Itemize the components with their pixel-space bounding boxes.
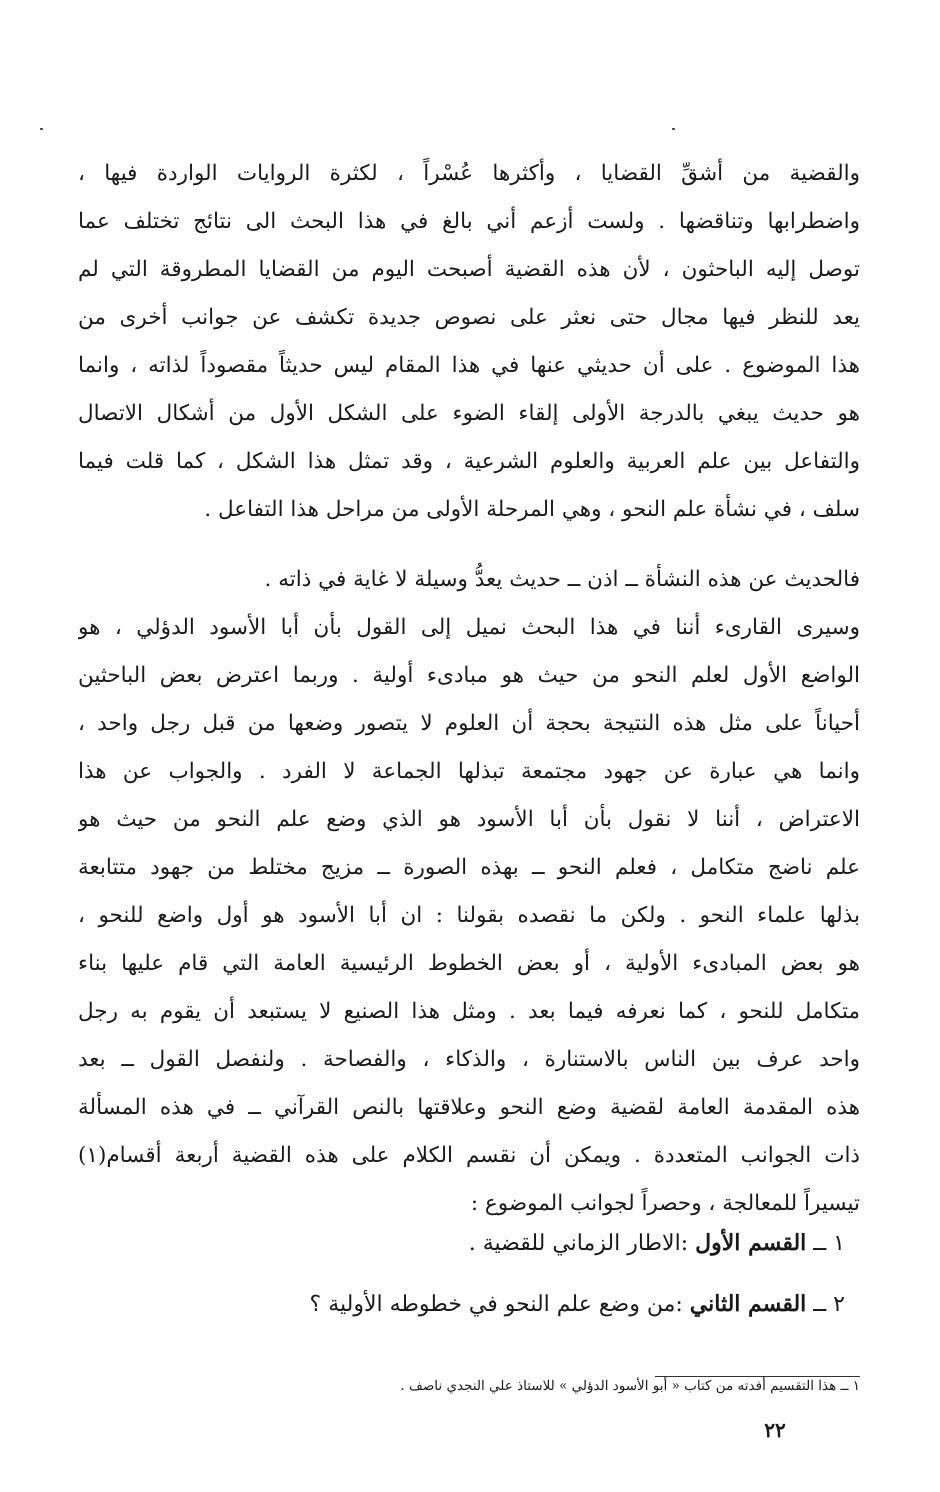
footnote-divider xyxy=(655,1376,860,1377)
text-line: سلف ، في نشأة علم النحو ، وهي المرحلة الأولى من مراحل هذا التفاعل . xyxy=(204,497,860,522)
paragraph-2 xyxy=(78,556,860,1228)
text-line: أحياناً على مثل هذه النتيجة بحجة أن العلوم لا يتصور وضعها من قبل رجل واحد ، xyxy=(78,711,860,736)
text-line: علم ناضج متكامل ، فعلم النحو ــ بهذه الصورة ــ مزيج مختلط من جهود متتابعة xyxy=(78,855,860,880)
text-line: والقضية من أشقِّ القضايا ، وأكثرها عُسْراً ، لكثرة الروايات الواردة فيها ، xyxy=(78,161,860,186)
text-line: الواضع الأول لعلم النحو من حيث هو مبادىء أولية . وربما اعترض بعض الباحثين xyxy=(78,663,860,688)
text-line: وانما هي عبارة عن جهود مجتمعة تبذلها الجماعة لا الفرد . والجواب عن هذا xyxy=(78,759,860,784)
section-number: ٢ ــ xyxy=(813,1292,845,1317)
scan-speck xyxy=(40,128,43,130)
text-line: واضطرابها وتناقضها . ولست أزعم أني بالغ في هذا البحث الى نتائج تختلف عما xyxy=(78,209,860,234)
text-line: هذه المقدمة العامة لقضية وضع النحو وعلاقتها بالنص القرآني ــ في هذه المسألة xyxy=(78,1095,860,1120)
text-line: هو حديث يبغي بالدرجة الأولى إلقاء الضوء على الشكل الأول من أشكال الاتصال xyxy=(78,401,860,426)
text-line: هو بعض المبادىء الأولية ، أو بعض الخطوط الرئيسية العامة التي قام عليها بناء xyxy=(78,951,860,976)
section-item-2 xyxy=(310,1291,845,1317)
text-line: يعد للنظر فيها مجال حتى نعثر على نصوص جديدة تكشف عن جوانب أخرى من xyxy=(78,305,860,330)
text-line: بذلها علماء النحو . ولكن ما نقصده بقولنا : ان أبا الأسود هو أول واضع للنحو ، xyxy=(78,903,860,928)
text-line: الاعتراض ، أننا لا نقول بأن أبا الأسود هو الذي وضع علم النحو من حيث هو xyxy=(78,807,860,832)
text-line: ذات الجوانب المتعددة . ويمكن أن نقسم الكلام على هذه القضية أربعة أقسام(١) xyxy=(78,1143,860,1168)
section-item-1 xyxy=(469,1230,845,1256)
footnote: ١ ــ هذا التقسيم أفدته من كتاب « أبو الأسود الدؤلي » للاستاذ علي النجدي ناصف . xyxy=(400,1378,860,1394)
section-number: ١ ــ xyxy=(813,1231,845,1256)
section-label: القسم الثاني xyxy=(689,1291,807,1317)
paragraph-1 xyxy=(78,150,860,534)
text-line: فالحديث عن هذه النشأة ــ اذن ــ حديث يعدُّ وسيلة لا غاية في ذاته . xyxy=(264,567,860,592)
scan-speck xyxy=(672,128,675,130)
text-line: متكامل للنحو ، كما نعرفه فيما بعد . ومثل هذا الصنيع لا يستبعد أن يقوم به رجل xyxy=(78,999,860,1024)
section-text: :من وضع علم النحو في خطوطه الأولية ؟ xyxy=(309,1292,683,1317)
text-line: والتفاعل بين علم العربية والعلوم الشرعية ، وقد تمثل هذا الشكل ، كما قلت فيما xyxy=(78,449,860,474)
section-label: القسم الأول xyxy=(695,1230,807,1256)
text-line: تيسيراً للمعالجة ، وحصراً لجوانب الموضوع : xyxy=(470,1191,860,1216)
text-line: هذا الموضوع . على أن حديثي عنها في هذا المقام ليس حديثاً مقصوداً لذاته ، وانما xyxy=(78,353,860,378)
text-line: وسيرى القارىء أننا في هذا البحث نميل إلى القول بأن أبا الأسود الدؤلي ، هو xyxy=(78,615,860,640)
text-line: توصل إليه الباحثون ، لأن هذه القضية أصبحت اليوم من القضايا المطروقة التي لم xyxy=(78,257,860,282)
section-text: :الاطار الزماني للقضية . xyxy=(468,1231,689,1256)
page-number: ٢٢ xyxy=(764,1418,786,1442)
text-line: واحد عرف بين الناس بالاستنارة ، والذكاء ، والفصاحة . ولنفصل القول ــ بعد xyxy=(78,1047,860,1072)
